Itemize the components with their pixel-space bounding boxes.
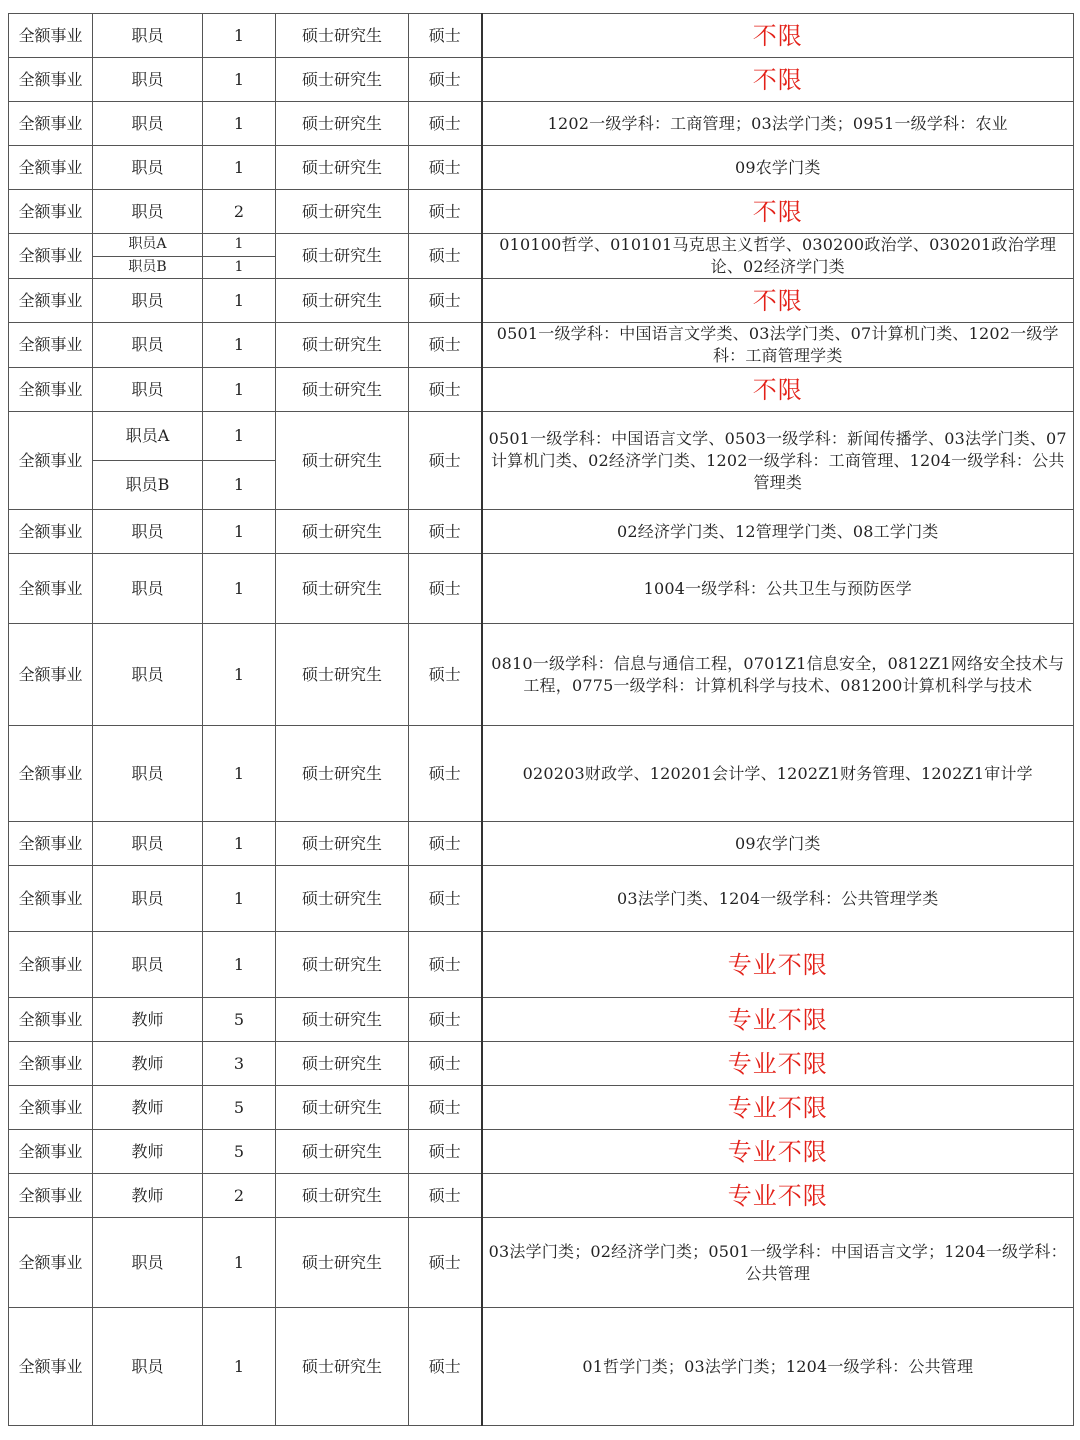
count-cell: 1 xyxy=(203,323,276,368)
requirement-cell xyxy=(482,102,1074,146)
major-requirement-text: 03法学门类；02经济学门类；0501一级学科：中国语言文学；1204一级学科：公共管理 xyxy=(488,1241,1067,1283)
post-cell: 职员 xyxy=(93,146,203,190)
post-cell: 职员 xyxy=(93,624,203,726)
table-row xyxy=(9,1308,1074,1426)
post-cell: 教师 xyxy=(93,1174,203,1218)
requirement-cell xyxy=(482,234,1074,279)
count-cell: 3 xyxy=(203,1042,276,1086)
post-cell: 职员 xyxy=(93,323,203,368)
education-cell: 硕士研究生 xyxy=(276,726,409,822)
count-cell: 1 xyxy=(203,234,276,257)
education-cell: 硕士研究生 xyxy=(276,998,409,1042)
education-cell: 硕士研究生 xyxy=(276,412,409,510)
education-cell: 硕士研究生 xyxy=(276,234,409,279)
post-cell: 职员 xyxy=(93,510,203,554)
category-cell: 全额事业 xyxy=(9,554,93,624)
category-cell: 全额事业 xyxy=(9,1174,93,1218)
education-cell: 硕士研究生 xyxy=(276,1130,409,1174)
unrestricted-label: 专业不限 xyxy=(727,1137,828,1166)
count-cell: 1 xyxy=(203,554,276,624)
post-cell: 职员 xyxy=(93,1218,203,1308)
major-requirement-text: 02经济学门类、12管理学门类、08工学门类 xyxy=(617,521,939,541)
post-cell: 职员 xyxy=(93,554,203,624)
education-cell: 硕士研究生 xyxy=(276,368,409,412)
requirement-cell xyxy=(482,1174,1074,1218)
degree-cell: 硕士 xyxy=(409,1130,482,1174)
education-cell: 硕士研究生 xyxy=(276,1174,409,1218)
degree-cell: 硕士 xyxy=(409,412,482,510)
table-row xyxy=(9,726,1074,822)
degree-cell: 硕士 xyxy=(409,190,482,234)
education-cell: 硕士研究生 xyxy=(276,624,409,726)
table-row xyxy=(9,866,1074,932)
degree-cell: 硕士 xyxy=(409,726,482,822)
table-row xyxy=(9,998,1074,1042)
table-row xyxy=(9,368,1074,412)
degree-cell: 硕士 xyxy=(409,146,482,190)
major-requirement-text: 020203财政学、120201会计学、1202Z1财务管理、1202Z1审计学 xyxy=(522,763,1033,783)
count-cell: 1 xyxy=(203,146,276,190)
count-cell: 1 xyxy=(203,1218,276,1308)
requirement-cell xyxy=(482,412,1074,510)
requirement-cell xyxy=(482,58,1074,102)
category-cell: 全额事业 xyxy=(9,1218,93,1308)
count-cell: 1 xyxy=(203,58,276,102)
requirement-cell xyxy=(482,554,1074,624)
requirement-cell xyxy=(482,998,1074,1042)
requirement-cell xyxy=(482,510,1074,554)
count-cell: 2 xyxy=(203,190,276,234)
unrestricted-label: 专业不限 xyxy=(727,1049,828,1078)
degree-cell: 硕士 xyxy=(409,624,482,726)
post-cell: 职员 xyxy=(93,368,203,412)
category-cell: 全额事业 xyxy=(9,1086,93,1130)
category-cell: 全额事业 xyxy=(9,279,93,323)
education-cell: 硕士研究生 xyxy=(276,190,409,234)
table-row xyxy=(9,624,1074,726)
table-row xyxy=(9,323,1074,368)
count-cell: 1 xyxy=(203,822,276,866)
requirement-cell xyxy=(482,1042,1074,1086)
table-row xyxy=(9,1174,1074,1218)
unrestricted-label: 不限 xyxy=(752,197,803,226)
requirement-cell xyxy=(482,1218,1074,1308)
post-cell: 教师 xyxy=(93,1042,203,1086)
category-cell: 全额事业 xyxy=(9,1130,93,1174)
education-cell: 硕士研究生 xyxy=(276,58,409,102)
post-cell: 职员 xyxy=(93,1308,203,1426)
count-cell: 1 xyxy=(203,412,276,461)
degree-cell: 硕士 xyxy=(409,822,482,866)
education-cell: 硕士研究生 xyxy=(276,146,409,190)
post-cell: 职员 xyxy=(93,279,203,323)
category-cell: 全额事业 xyxy=(9,624,93,726)
requirement-cell xyxy=(482,279,1074,323)
requirement-cell xyxy=(482,822,1074,866)
post-cell: 教师 xyxy=(93,998,203,1042)
table-row xyxy=(9,554,1074,624)
education-cell: 硕士研究生 xyxy=(276,102,409,146)
count-cell: 1 xyxy=(203,866,276,932)
education-cell: 硕士研究生 xyxy=(276,1218,409,1308)
category-cell: 全额事业 xyxy=(9,866,93,932)
degree-cell: 硕士 xyxy=(409,102,482,146)
degree-cell: 硕士 xyxy=(409,1308,482,1426)
category-cell: 全额事业 xyxy=(9,412,93,510)
post-cell: 职员 xyxy=(93,14,203,58)
unrestricted-label: 专业不限 xyxy=(727,950,828,979)
category-cell: 全额事业 xyxy=(9,998,93,1042)
table-row xyxy=(9,1218,1074,1308)
table-row xyxy=(9,1130,1074,1174)
post-cell: 职员 xyxy=(93,58,203,102)
degree-cell: 硕士 xyxy=(409,866,482,932)
degree-cell: 硕士 xyxy=(409,1042,482,1086)
count-cell: 1 xyxy=(203,279,276,323)
table-row xyxy=(9,510,1074,554)
count-cell: 1 xyxy=(203,510,276,554)
post-cell: 职员 xyxy=(93,726,203,822)
requirement-cell xyxy=(482,323,1074,368)
degree-cell: 硕士 xyxy=(409,510,482,554)
degree-cell: 硕士 xyxy=(409,234,482,279)
count-cell: 1 xyxy=(203,368,276,412)
degree-cell: 硕士 xyxy=(409,279,482,323)
requirement-cell xyxy=(482,368,1074,412)
major-requirement-text: 010100哲学、010101马克思主义哲学、030200政治学、030201政治学理论、02经济学门类 xyxy=(499,235,1057,276)
category-cell: 全额事业 xyxy=(9,932,93,998)
degree-cell: 硕士 xyxy=(409,998,482,1042)
table-row xyxy=(9,102,1074,146)
major-requirement-text: 1004一级学科：公共卫生与预防医学 xyxy=(643,578,912,598)
category-cell: 全额事业 xyxy=(9,190,93,234)
post-cell: 职员 xyxy=(93,102,203,146)
requirement-cell xyxy=(482,190,1074,234)
education-cell: 硕士研究生 xyxy=(276,14,409,58)
category-cell: 全额事业 xyxy=(9,1308,93,1426)
degree-cell: 硕士 xyxy=(409,932,482,998)
table-row xyxy=(9,14,1074,58)
degree-cell: 硕士 xyxy=(409,1086,482,1130)
count-cell: 1 xyxy=(203,726,276,822)
post-cell: 职员A xyxy=(93,234,203,257)
category-cell: 全额事业 xyxy=(9,234,93,279)
degree-cell: 硕士 xyxy=(409,1218,482,1308)
count-cell: 5 xyxy=(203,998,276,1042)
major-requirement-text: 0501一级学科：中国语言文学、0503一级学科：新闻传播学、03法学门类、07计算机门类、02经济学门类、1202一级学科：工商管理、1204一级学科：公共管理类 xyxy=(488,428,1067,492)
count-cell: 1 xyxy=(203,102,276,146)
unrestricted-label: 专业不限 xyxy=(727,1093,828,1122)
count-cell: 1 xyxy=(203,932,276,998)
count-cell: 1 xyxy=(203,14,276,58)
count-cell: 1 xyxy=(203,1308,276,1426)
unrestricted-label: 不限 xyxy=(752,21,803,50)
category-cell: 全额事业 xyxy=(9,323,93,368)
unrestricted-label: 专业不限 xyxy=(727,1181,828,1210)
count-cell: 1 xyxy=(203,461,276,510)
table-row xyxy=(9,146,1074,190)
count-cell: 1 xyxy=(203,256,276,279)
category-cell: 全额事业 xyxy=(9,726,93,822)
unrestricted-label: 不限 xyxy=(752,286,803,315)
unrestricted-label: 不限 xyxy=(752,65,803,94)
major-requirement-text: 09农学门类 xyxy=(734,833,821,853)
degree-cell: 硕士 xyxy=(409,554,482,624)
major-requirement-text: 0810一级学科：信息与通信工程，0701Z1信息安全，0812Z1网络安全技术与工程，0775一级学科：计算机科学与技术、081200计算机科学与技术 xyxy=(491,653,1065,695)
requirement-cell xyxy=(482,866,1074,932)
category-cell: 全额事业 xyxy=(9,58,93,102)
major-requirement-text: 09农学门类 xyxy=(734,157,821,177)
count-cell: 5 xyxy=(203,1130,276,1174)
table-row xyxy=(9,279,1074,323)
requirement-cell xyxy=(482,726,1074,822)
major-requirement-text: 03法学门类、1204一级学科：公共管理学类 xyxy=(617,888,939,908)
post-cell: 职员 xyxy=(93,190,203,234)
post-cell: 职员 xyxy=(93,866,203,932)
degree-cell: 硕士 xyxy=(409,1174,482,1218)
category-cell: 全额事业 xyxy=(9,368,93,412)
education-cell: 硕士研究生 xyxy=(276,866,409,932)
education-cell: 硕士研究生 xyxy=(276,510,409,554)
count-cell: 2 xyxy=(203,1174,276,1218)
unrestricted-label: 专业不限 xyxy=(727,1005,828,1034)
requirement-cell xyxy=(482,14,1074,58)
education-cell: 硕士研究生 xyxy=(276,1308,409,1426)
post-cell: 职员B xyxy=(93,256,203,279)
requirement-cell xyxy=(482,932,1074,998)
education-cell: 硕士研究生 xyxy=(276,554,409,624)
requirement-cell xyxy=(482,624,1074,726)
post-cell: 职员B xyxy=(93,461,203,510)
post-cell: 职员 xyxy=(93,822,203,866)
category-cell: 全额事业 xyxy=(9,14,93,58)
requirement-cell xyxy=(482,146,1074,190)
recruitment-table xyxy=(8,13,1074,1426)
education-cell: 硕士研究生 xyxy=(276,1086,409,1130)
table-row xyxy=(9,234,1074,257)
education-cell: 硕士研究生 xyxy=(276,932,409,998)
degree-cell: 硕士 xyxy=(409,368,482,412)
requirement-cell xyxy=(482,1130,1074,1174)
degree-cell: 硕士 xyxy=(409,323,482,368)
major-requirement-text: 01哲学门类；03法学门类；1204一级学科：公共管理 xyxy=(582,1356,974,1376)
category-cell: 全额事业 xyxy=(9,1042,93,1086)
degree-cell: 硕士 xyxy=(409,14,482,58)
post-cell: 职员A xyxy=(93,412,203,461)
unrestricted-label: 不限 xyxy=(752,375,803,404)
post-cell: 教师 xyxy=(93,1086,203,1130)
table-row xyxy=(9,412,1074,461)
category-cell: 全额事业 xyxy=(9,146,93,190)
education-cell: 硕士研究生 xyxy=(276,323,409,368)
degree-cell: 硕士 xyxy=(409,58,482,102)
category-cell: 全额事业 xyxy=(9,102,93,146)
post-cell: 职员 xyxy=(93,932,203,998)
requirement-cell xyxy=(482,1308,1074,1426)
table-row xyxy=(9,1086,1074,1130)
requirement-cell xyxy=(482,1086,1074,1130)
post-cell: 教师 xyxy=(93,1130,203,1174)
education-cell: 硕士研究生 xyxy=(276,1042,409,1086)
major-requirement-text: 0501一级学科：中国语言文学类、03法学门类、07计算机门类、1202一级学科：工商管理学类 xyxy=(496,324,1059,365)
major-requirement-text: 1202一级学科：工商管理；03法学门类；0951一级学科：农业 xyxy=(547,113,1008,133)
education-cell: 硕士研究生 xyxy=(276,279,409,323)
count-cell: 1 xyxy=(203,624,276,726)
category-cell: 全额事业 xyxy=(9,510,93,554)
count-cell: 5 xyxy=(203,1086,276,1130)
table-row xyxy=(9,58,1074,102)
table-row xyxy=(9,932,1074,998)
category-cell: 全额事业 xyxy=(9,822,93,866)
table-row xyxy=(9,190,1074,234)
table-row xyxy=(9,1042,1074,1086)
table-row xyxy=(9,822,1074,866)
education-cell: 硕士研究生 xyxy=(276,822,409,866)
